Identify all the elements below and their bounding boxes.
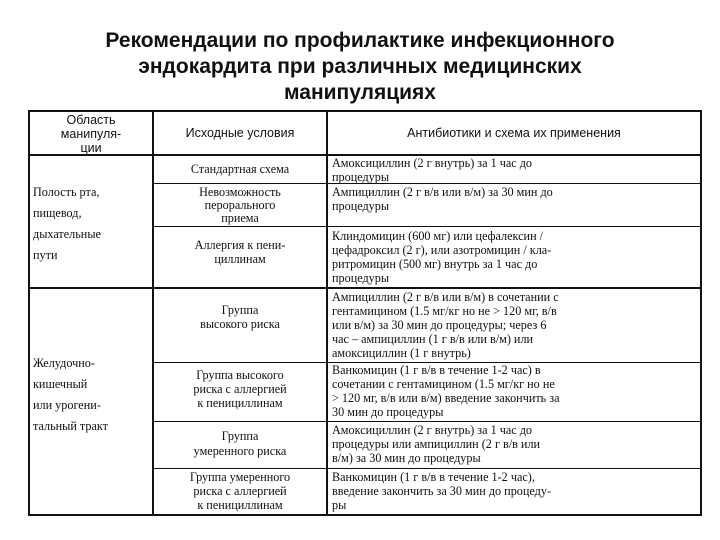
- condition-cell: Группа умеренного риска с аллергией к пенициллинам: [189, 470, 291, 512]
- scheme-cell: Клиндомицин (600 мг) или цефалексин / цефадроксил (2 г), или азотромицин / кла- ритромицин (500 мг) внутрь за 1 час до процедуры: [332, 229, 552, 285]
- condition-cell: Группа высокого риска с аллергией к пенициллинам: [193, 368, 287, 410]
- row-divider: [154, 226, 702, 227]
- table-top-border: [28, 110, 702, 112]
- scheme-cell: Ванкомицин (1 г в/в в течение 1-2 час) в сочетании с гентамицином (1.5 мг/кг но не > 120 мг, в/в или в/м) введение закончить за 30 мин до процедуры: [332, 363, 560, 419]
- header-area-line: ции: [80, 141, 102, 154]
- area-gi-urogenital: Желудочно- кишечный или урогени- тальный тракт: [33, 356, 108, 433]
- scheme-cell: Амоксициллин (2 г внутрь) за 1 час до процедуры: [332, 156, 533, 184]
- condition-cell: Группа умеренного риска: [193, 429, 287, 458]
- slide-title: [20, 28, 700, 106]
- condition-cell: Аллергия к пени- циллинам: [194, 238, 286, 266]
- title-line: Рекомендации по профилактике инфекционного: [105, 29, 615, 52]
- header-conditions: Исходные условия: [185, 126, 295, 140]
- table-bottom-border: [28, 514, 702, 516]
- scheme-cell: Ампициллин (2 г в/в или в/м) за 30 мин до процедуры: [332, 185, 553, 213]
- condition-cell: Невозможность перорального приема: [199, 186, 281, 225]
- section-divider: [28, 287, 702, 289]
- header-area-line: Область: [66, 113, 116, 127]
- header-area-line: манипуля-: [60, 127, 122, 141]
- row-divider: [154, 421, 702, 422]
- table-left-border: [28, 110, 30, 516]
- prophylaxis-table: [28, 110, 702, 518]
- title-line: манипуляциях: [284, 81, 436, 104]
- header-antibiotics: Антибиотики и схема их применения: [407, 126, 621, 140]
- condition-cell: Группа высокого риска: [200, 303, 280, 331]
- scheme-cell: Амоксициллин (2 г внутрь) за 1 час до процедуры или ампициллин (2 г в/в или в/м) за 30 мин до процедуры: [332, 423, 541, 465]
- column-divider: [326, 110, 328, 516]
- row-divider: [154, 468, 702, 469]
- scheme-cell: Ампициллин (2 г в/в или в/м) в сочетании с гентамицином (1.5 мг/кг но не > 120 мг, в/в или в/м) за 30 мин до процедуры; через 6 час – ампициллин (1 г в/в или в/м) или амоксициллин (1 г внутрь): [332, 290, 559, 360]
- condition-cell: Стандартная схема: [190, 162, 290, 176]
- header-area: [30, 113, 152, 154]
- table-right-border: [700, 110, 702, 516]
- title-line: эндокардита при различных медицинских: [138, 55, 582, 78]
- area-oral-cavity: Полость рта, пищевод, дыхательные пути: [33, 185, 101, 262]
- scheme-cell: Ванкомицин (1 г в/в в течение 1-2 час), введение закончить за 30 мин до процеду- ры: [332, 470, 552, 512]
